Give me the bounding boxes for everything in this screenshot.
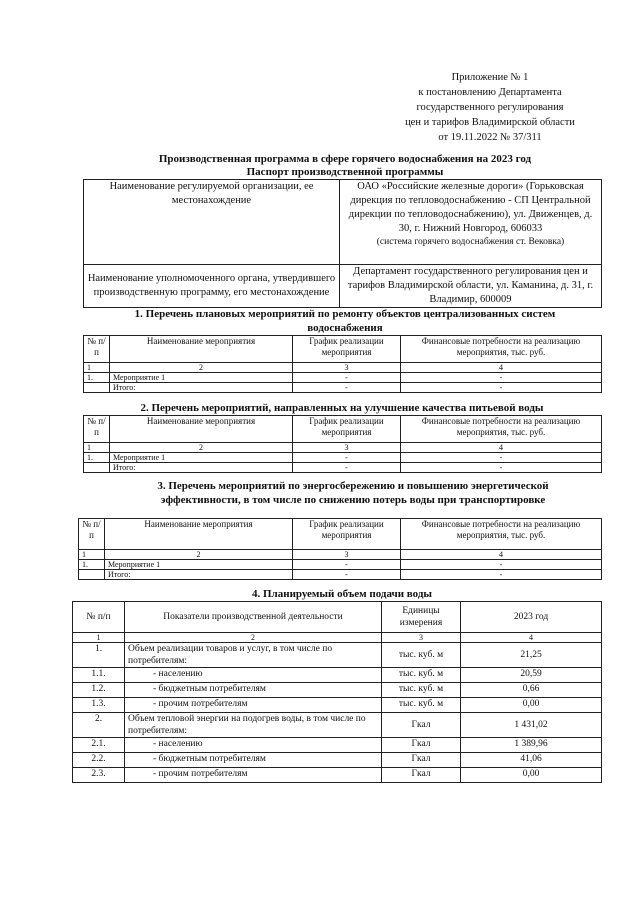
column-number: 4 [401,550,602,560]
table-row [73,738,602,753]
column-number-row [84,363,602,373]
row-name: - прочим потребителям [125,698,382,713]
row-value: 20,59 [461,668,602,683]
row-name: Объем тепловой энергии на подогрев воды, в том числе по потребителям: [125,713,382,738]
section-4-table [72,601,602,783]
appendix-line: от 19.11.2022 № 37/311 [438,132,542,143]
table-header-row [73,602,602,633]
row-number: 1. [84,453,110,463]
column-number-row [73,633,602,643]
table-header-row [79,519,602,550]
row-value: 41,06 [461,753,602,768]
table-header-row [84,336,602,363]
section-1-title: 1. Перечень плановых мероприятий по ремонту объектов централизованных систем водоснабжения [134,308,556,334]
column-number: 3 [293,443,401,453]
row-unit: Гкал [382,768,461,783]
column-header: № п/п [79,519,105,550]
column-header: График реализации мероприятия [293,336,401,363]
row-cost: - [401,373,602,383]
total-label: Итого: [110,463,293,473]
row-cost: - [401,453,602,463]
passport-title: Паспорт производственной программы [246,166,444,178]
row-schedule: - [293,453,401,463]
passport-label: Наименование уполномоченного органа, утвердившего производственную программу, его местонахождение [84,265,340,308]
column-number: 2 [110,363,293,373]
column-header: Финансовые потребности на реализацию мероприятия, тыс. руб. [401,416,602,443]
table-header-row [84,416,602,443]
section-3-table [78,518,602,580]
table-row [84,453,602,463]
row-name: Мероприятие 1 [110,373,293,383]
appendix-line: к постановлению Департамента [418,87,562,98]
row-name: Мероприятие 1 [105,560,293,570]
passport-org: ОАО «Российские железные дороги» (Горьковская дирекция по тепловодоснабжению - СП Центральной дирекции по тепловодоснабжению), ул. Движенцев, д. 30, г. Нижний Новгород, 606033 [348,181,593,234]
column-header: График реализации мероприятия [293,416,401,443]
total-schedule: - [293,383,401,393]
total-row [79,570,602,580]
main-title: Производственная программа в сфере горячего водоснабжения на 2023 год [158,153,532,165]
column-header: № п/п [73,602,125,633]
total-cost: - [401,383,602,393]
column-number: 4 [401,443,602,453]
passport-system: (система горячего водоснабжения ст. Вековка) [376,237,565,247]
row-unit: Гкал [382,713,461,738]
row-value: 0,00 [461,698,602,713]
column-number: 3 [293,363,401,373]
table-row [84,373,602,383]
table-row [73,643,602,668]
column-number: 1 [84,363,110,373]
column-header: 2023 год [461,602,602,633]
column-number: 1 [84,443,110,453]
row-value: 1 431,02 [461,713,602,738]
column-header: Наименование мероприятия [105,519,293,550]
row-value: 0,66 [461,683,602,698]
row-name: Объем реализации товаров и услуг, в том числе по потребителям: [125,643,382,668]
total-label: Итого: [105,570,293,580]
passport-table [83,179,602,308]
column-number: 2 [125,633,382,643]
row-name: - населению [125,668,382,683]
column-number: 2 [105,550,293,560]
column-number: 4 [401,363,602,373]
column-number-row [84,443,602,453]
table-row [73,683,602,698]
row-unit: тыс. куб. м [382,643,461,668]
row-cost: - [401,560,602,570]
total-schedule: - [293,570,401,580]
column-number: 1 [79,550,105,560]
column-header: Наименование мероприятия [110,416,293,443]
section-3-title: 3. Перечень мероприятий по энергосбережению и повышению энергетической эффективности, в том числе по снижению потерь воды при транспортировке [157,480,549,506]
column-number: 3 [293,550,401,560]
total-label: Итого: [110,383,293,393]
table-row [84,180,602,265]
row-number: 1.3. [73,698,125,713]
column-header: График реализации мероприятия [293,519,401,550]
row-value: 21,25 [461,643,602,668]
total-cost: - [401,570,602,580]
appendix-line: цен и тарифов Владимирской области [405,117,575,128]
column-number-row [79,550,602,560]
table-row [73,713,602,738]
row-schedule: - [293,560,401,570]
row-value: 0,00 [461,768,602,783]
appendix-line: государственного регулирования [416,102,564,113]
column-number: 2 [110,443,293,453]
table-row [73,753,602,768]
appendix-line: Приложение № 1 [451,72,529,83]
table-row [73,768,602,783]
row-name: Мероприятие 1 [110,453,293,463]
row-number: 1.1. [73,668,125,683]
table-row [73,668,602,683]
row-number: 1. [73,643,125,668]
total-cost: - [401,463,602,473]
table-row [73,698,602,713]
row-number: 2.1. [73,738,125,753]
row-number: 1. [84,373,110,383]
total-schedule: - [293,463,401,473]
row-number: 1.2. [73,683,125,698]
section-2-title: 2. Перечень мероприятий, направленных на улучшение качества питьевой воды [140,402,544,414]
column-header: Наименование мероприятия [110,336,293,363]
total-row [84,383,602,393]
column-header: № п/п [84,416,110,443]
row-number: 2.2. [73,753,125,768]
column-header: Финансовые потребности на реализацию мероприятия, тыс. руб. [401,519,602,550]
section-2-table [83,415,602,473]
row-number: 2. [73,713,125,738]
section-4-title: 4. Планируемый объем подачи воды [252,588,432,600]
row-unit: тыс. куб. м [382,698,461,713]
column-header: Показатели производственной деятельности [125,602,382,633]
row-value: 1 389,96 [461,738,602,753]
column-number: 3 [382,633,461,643]
passport-value: Департамент государственного регулирования цен и тарифов Владимирской области, ул. Каманина, д. 31, г. Владимир, 600009 [340,265,602,308]
row-schedule: - [293,373,401,383]
row-unit: тыс. куб. м [382,683,461,698]
table-row [79,560,602,570]
row-unit: тыс. куб. м [382,668,461,683]
row-name: - бюджетным потребителям [125,753,382,768]
table-row [84,265,602,308]
total-row [84,463,602,473]
row-unit: Гкал [382,738,461,753]
column-header: Финансовые потребности на реализацию мероприятия, тыс. руб. [401,336,602,363]
appendix-header [380,70,600,145]
row-unit: Гкал [382,753,461,768]
column-number: 1 [73,633,125,643]
row-name: - бюджетным потребителям [125,683,382,698]
passport-value [340,180,602,265]
row-number: 1. [79,560,105,570]
column-header: Единицы измерения [382,602,461,633]
section-1-table [83,335,602,393]
row-name: - населению [125,738,382,753]
column-number: 4 [461,633,602,643]
column-header: № п/п [84,336,110,363]
passport-label: Наименование регулируемой организации, ее местонахождение [84,180,340,265]
row-name: - прочим потребителям [125,768,382,783]
row-number: 2.3. [73,768,125,783]
